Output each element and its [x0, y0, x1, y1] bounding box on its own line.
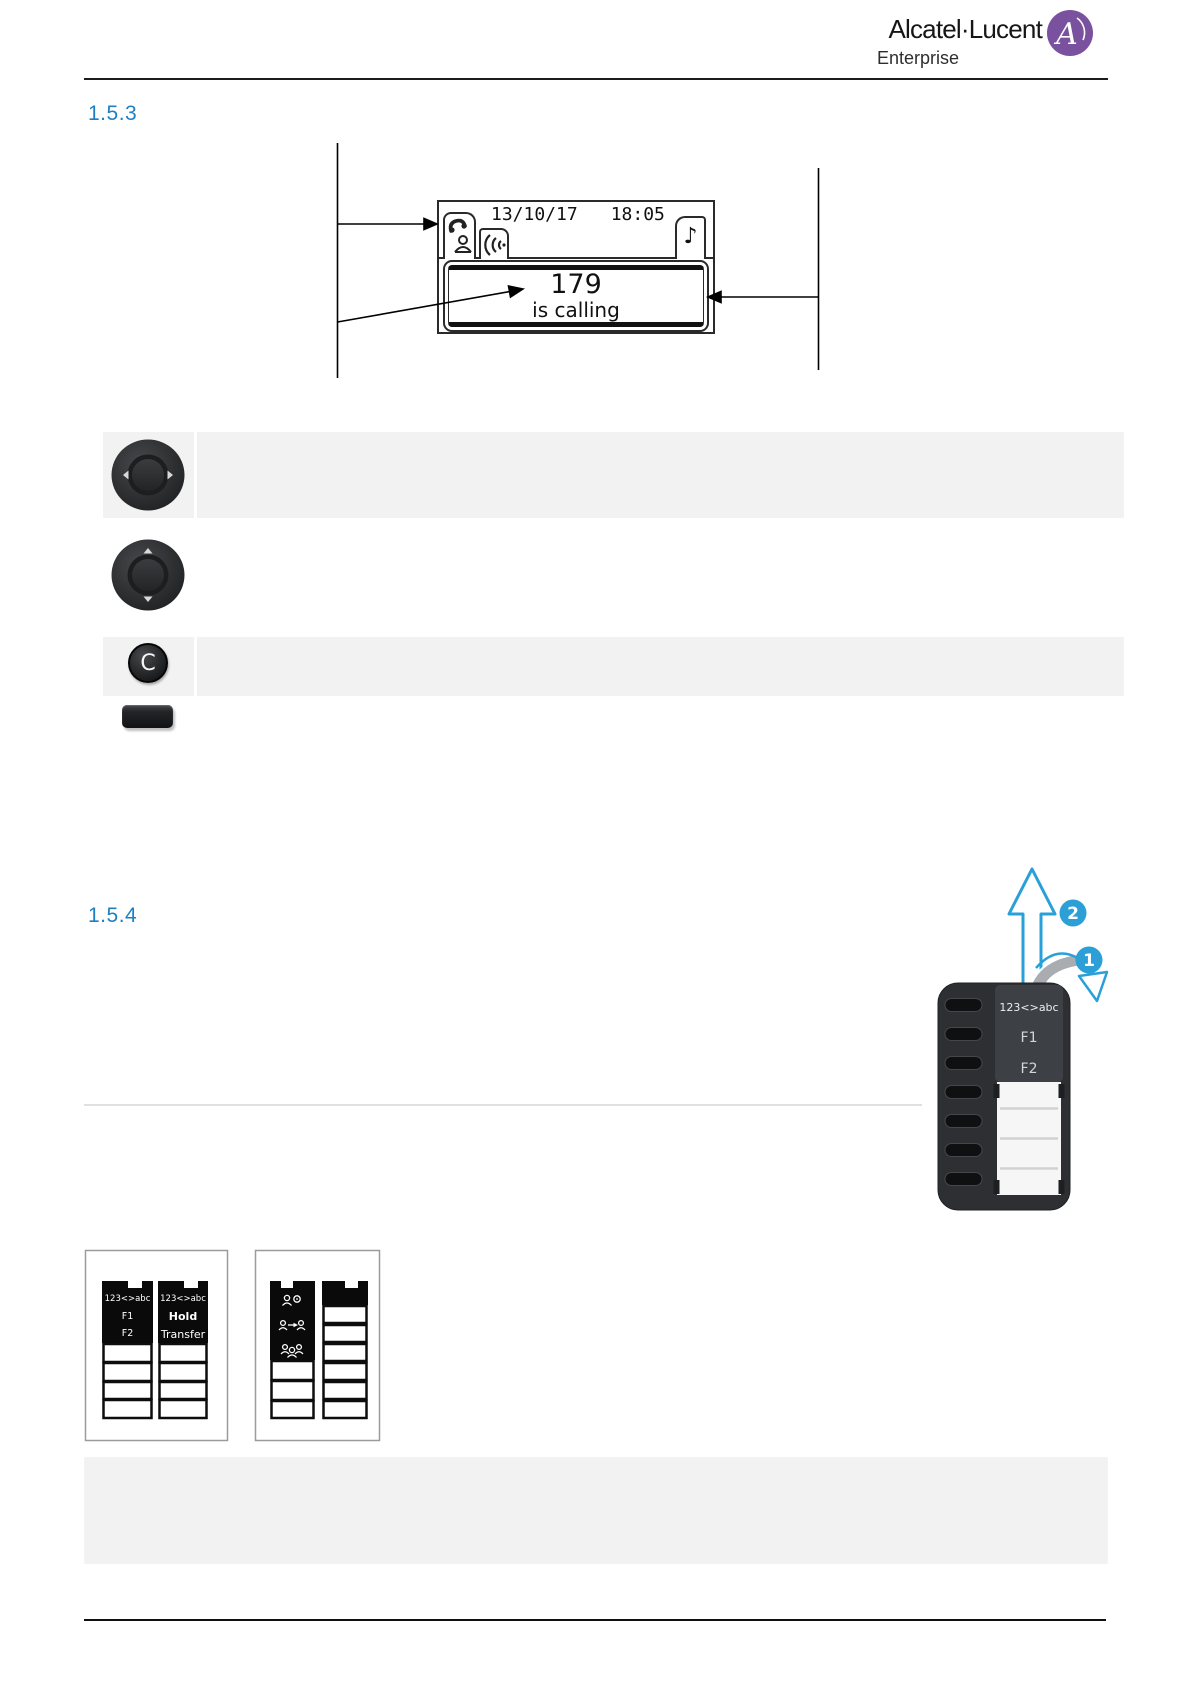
- phone-screen-figure: [437, 200, 715, 334]
- module-label-f2: F2: [1020, 1061, 1038, 1077]
- brand-subtitle: Enterprise: [877, 48, 960, 68]
- module-label-header: 123<>abc: [999, 1001, 1059, 1014]
- back-home-key: [122, 705, 173, 728]
- caller-status: is calling: [532, 298, 620, 323]
- label-examples-figure: [80, 1245, 390, 1450]
- incoming-call-panel: [443, 260, 709, 332]
- tab-call-forward: [443, 212, 476, 259]
- svg-text:F1: F1: [121, 1311, 134, 1322]
- svg-text:2: 2: [1067, 904, 1079, 924]
- clear-key-label: C: [140, 650, 156, 676]
- brand-wordmark: Alcatel·Lucent: [888, 14, 1042, 44]
- label-strip-d: [322, 1281, 368, 1418]
- call-forward-icon: [447, 218, 473, 256]
- tab-speaker: [479, 228, 509, 259]
- svg-text:Hold: Hold: [168, 1310, 198, 1323]
- section-heading-153: 1.5.3: [88, 102, 138, 125]
- row-shade-clear-text-cell: [197, 637, 1124, 696]
- flip-arrow-head: [1079, 972, 1107, 1001]
- melody-icon: ♪: [683, 224, 698, 249]
- screen-status-bar: [491, 204, 665, 225]
- caller-number: 179: [550, 268, 602, 300]
- logo-letter: A: [1056, 17, 1078, 52]
- note-box: [84, 1457, 1108, 1564]
- arrow-to-tab: [424, 219, 437, 230]
- label-strip-b: [158, 1281, 208, 1418]
- label-strip-a: [102, 1281, 153, 1418]
- svg-text:Transfer: Transfer: [160, 1328, 206, 1341]
- module-label-f1: F1: [1020, 1030, 1038, 1046]
- footer-rule: [84, 1619, 1106, 1621]
- add-on-module-figure: [855, 850, 1145, 1230]
- svg-text:1: 1: [1083, 951, 1095, 971]
- label-strip-c: [270, 1281, 315, 1418]
- speaker-icon: [482, 232, 506, 258]
- svg-text:123<>abc: 123<>abc: [160, 1294, 206, 1304]
- ale-logo-icon: [1046, 9, 1094, 57]
- step-badge-2: [1060, 900, 1087, 927]
- step-badge-1: [1076, 947, 1103, 974]
- screen-date: 13/10/17: [491, 204, 578, 225]
- section-heading-154: 1.5.4: [88, 904, 138, 927]
- header-rule: [84, 78, 1108, 80]
- row-shade-navigator-text-cell: [197, 432, 1124, 518]
- screen-time: 18:05: [610, 204, 665, 225]
- clear-key: [128, 643, 168, 683]
- tab-melody: [675, 216, 706, 259]
- section-divider-rule: [84, 1104, 922, 1106]
- up-down-navigator-key: [111, 538, 185, 612]
- left-right-navigator-key: [111, 438, 185, 512]
- svg-text:F2: F2: [121, 1328, 134, 1339]
- svg-text:123<>abc: 123<>abc: [104, 1294, 151, 1304]
- incoming-call-panel-inner: [448, 265, 704, 327]
